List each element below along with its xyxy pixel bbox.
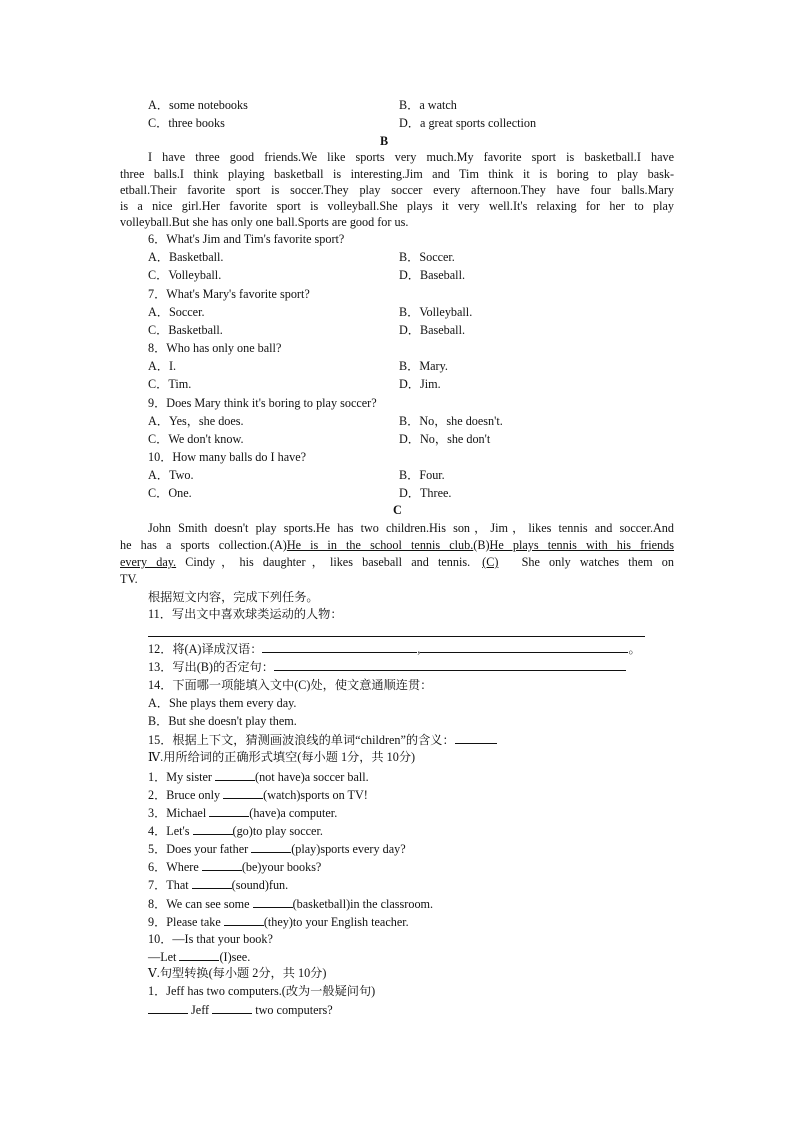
option-d: D．a great sports collection <box>399 116 537 130</box>
task-14-option-b: B．But she doesn't play them. <box>148 714 297 728</box>
q8-option-c: C．Tim. <box>148 377 192 391</box>
transform-item-1: 1．Jeff has two computers.(改为一般疑问句) <box>148 984 376 998</box>
passage-c-text: he has a sports collection.(A) <box>120 538 287 552</box>
section-c-heading: C <box>393 503 402 517</box>
fill-blank[interactable] <box>215 768 255 781</box>
fill-item-text: 10．—Is that your book? <box>148 932 273 946</box>
fill-blank[interactable] <box>251 840 291 853</box>
q6-option-a: A．Basketball. <box>148 250 224 264</box>
answer-blank-13[interactable] <box>274 658 626 671</box>
fill-item-text: (sound)fun. <box>231 878 289 892</box>
question-6: 6．What's Jim and Tim's favorite sport? <box>148 232 345 246</box>
q7-option-c: C．Basketball. <box>148 323 223 337</box>
passage-c-text: She only watches them on <box>512 555 674 569</box>
fill-item-text: (go)to play soccer. <box>232 824 323 838</box>
task-13-label: 13．写出(B)的否定句： <box>148 660 274 674</box>
task-12: 12．将(A)译成汉语： , 。 <box>148 642 641 656</box>
task-14: 14．下面哪一项能填入文中(C)处，使文意通顺连贯： <box>148 678 433 692</box>
fill-item-text: 7．That <box>148 878 192 892</box>
fill-item-text: (not have)a soccer ball. <box>255 770 369 784</box>
q8-option-d: D．Jim. <box>399 377 441 391</box>
passage-b-line-5: volleyball.But she has only one ball.Sports are good for us. <box>120 215 409 229</box>
sentence-b: He plays tennis with his friends <box>489 538 674 552</box>
fill-item-text: 1．My sister <box>148 770 216 784</box>
q8-option-b: B．Mary. <box>399 359 448 373</box>
fill-item-1 <box>148 768 369 785</box>
option-b: B．a watch <box>399 98 457 112</box>
fill-item-text: 3．Michael <box>148 806 210 820</box>
gap-c: (C) <box>482 555 499 569</box>
passage-c-line-3 <box>120 554 674 570</box>
fill-blank[interactable] <box>179 948 219 961</box>
fill-blank[interactable] <box>224 913 264 926</box>
fill-item-10-line-2 <box>148 948 250 965</box>
passage-c-line-1: John Smith doesn't play sports.He has two children.His son，Jim，likes tennis and soccer.And <box>148 521 674 535</box>
q7-option-b: B．Volleyball. <box>399 305 473 319</box>
fill-item-text: (play)sports every day? <box>291 842 406 856</box>
task-11: 11．写出文中喜欢球类运动的人物： <box>148 607 343 621</box>
section-5-heading: Ⅴ.句型转换(每小题 2分，共 10分) <box>148 966 327 980</box>
q10-option-c: C．One. <box>148 486 192 500</box>
q10-option-b: B．Four. <box>399 468 445 482</box>
task-15 <box>148 731 497 748</box>
fill-item-text: (basketball)in the classroom. <box>292 897 434 911</box>
fill-item-text: (have)a computer. <box>249 806 338 820</box>
task-12-end: 。 <box>628 642 641 656</box>
passage-c-line-2 <box>120 537 674 553</box>
option-c: C．three books <box>148 116 225 130</box>
passage-c-text: Cindy，his daughter，likes baseball and tennis. <box>176 555 471 569</box>
task-13 <box>148 658 626 675</box>
q8-option-a: A．I. <box>148 359 177 373</box>
q10-option-d: D．Three. <box>399 486 452 500</box>
task-intro: 根据短文内容，完成下列任务。 <box>148 590 319 604</box>
fill-item-3 <box>148 804 337 821</box>
fill-item-2 <box>148 786 368 803</box>
q6-option-c: C．Volleyball. <box>148 268 222 282</box>
transform-text: Jeff <box>188 1003 213 1017</box>
transform-text: two computers? <box>252 1003 333 1017</box>
answer-line-11[interactable] <box>148 636 645 637</box>
q6-option-d: D．Baseball. <box>399 268 466 282</box>
fill-blank[interactable] <box>193 822 233 835</box>
fill-item-10 <box>148 931 273 947</box>
task-14-option-a: A．She plays them every day. <box>148 696 297 710</box>
answer-blank-12a[interactable] <box>262 640 417 653</box>
q9-option-c: C．We don't know. <box>148 432 244 446</box>
sentence-b-label: (B) <box>473 538 490 552</box>
q9-option-b: B．No，she doesn't. <box>399 414 503 428</box>
passage-b-line-2: three balls.I think playing basketball is interesting.Jim and Tim think it is boring to play bask- <box>120 167 674 181</box>
task-15-label: 15．根据上下文，猜测画波浪线的单词“children”的含义： <box>148 733 455 747</box>
sentence-b-end: every day. <box>120 555 177 569</box>
fill-item-6 <box>148 858 321 875</box>
fill-item-text: 6．Where <box>148 860 202 874</box>
q9-option-d: D．No，she don't <box>399 432 491 446</box>
fill-item-text: (they)to your English teacher. <box>263 915 409 929</box>
fill-blank[interactable] <box>192 876 232 889</box>
question-9: 9．Does Mary think it's boring to play soccer? <box>148 396 377 410</box>
transform-blank[interactable] <box>212 1001 252 1014</box>
sentence-a: He is in the school tennis club. <box>286 538 474 552</box>
fill-item-text: —Let <box>148 950 180 964</box>
fill-item-9 <box>148 913 409 930</box>
fill-item-text: 2．Bruce only <box>148 788 224 802</box>
answer-blank-12b[interactable] <box>420 640 628 653</box>
fill-item-text: 8．We can see some <box>148 897 253 911</box>
q9-option-a: A．Yes，she does. <box>148 414 244 428</box>
task-12-label: 12．将(A)译成汉语： <box>148 642 263 656</box>
passage-b-line-4: is a nice girl.Her favorite sport is volleyball.She plays it very well.It's relaxing for her to play <box>120 199 674 213</box>
q10-option-a: A．Two. <box>148 468 194 482</box>
q6-option-b: B．Soccer. <box>399 250 455 264</box>
fill-item-4 <box>148 822 323 839</box>
option-a: A．some notebooks <box>148 98 248 112</box>
question-7: 7．What's Mary's favorite sport? <box>148 287 310 301</box>
fill-blank[interactable] <box>202 858 242 871</box>
fill-item-text: 5．Does your father <box>148 842 252 856</box>
fill-item-text: (I)see. <box>219 950 251 964</box>
section-4-heading: Ⅳ.用所给词的正确形式填空(每小题 1分，共 10分) <box>148 750 416 764</box>
q7-option-d: D．Baseball. <box>399 323 466 337</box>
q7-option-a: A．Soccer. <box>148 305 205 319</box>
fill-blank[interactable] <box>209 804 249 817</box>
fill-item-5 <box>148 840 406 857</box>
passage-b-line-1: I have three good friends.We like sports very much.My favorite sport is basketball.I have <box>148 150 674 164</box>
fill-item-text: 4．Let's <box>148 824 193 838</box>
passage-c-line-4: TV. <box>120 572 138 586</box>
fill-blank[interactable] <box>223 786 263 799</box>
fill-item-text: (watch)sports on TV! <box>263 788 368 802</box>
question-10: 10．How many balls do I have? <box>148 450 307 464</box>
transform-item-1-answer <box>148 1001 333 1018</box>
transform-blank[interactable] <box>148 1001 188 1014</box>
section-b-heading: B <box>380 134 389 148</box>
fill-item-8 <box>148 895 433 912</box>
question-8: 8．Who has only one ball? <box>148 341 282 355</box>
passage-b-line-3: etball.Their favorite sport is soccer.They play soccer every afternoon.They have four balls.Mary <box>120 183 674 197</box>
fill-item-text: (be)your books? <box>241 860 322 874</box>
fill-item-7 <box>148 876 288 893</box>
fill-item-text: 9．Please take <box>148 915 224 929</box>
fill-blank[interactable] <box>253 895 293 908</box>
answer-blank-15[interactable] <box>455 731 497 744</box>
